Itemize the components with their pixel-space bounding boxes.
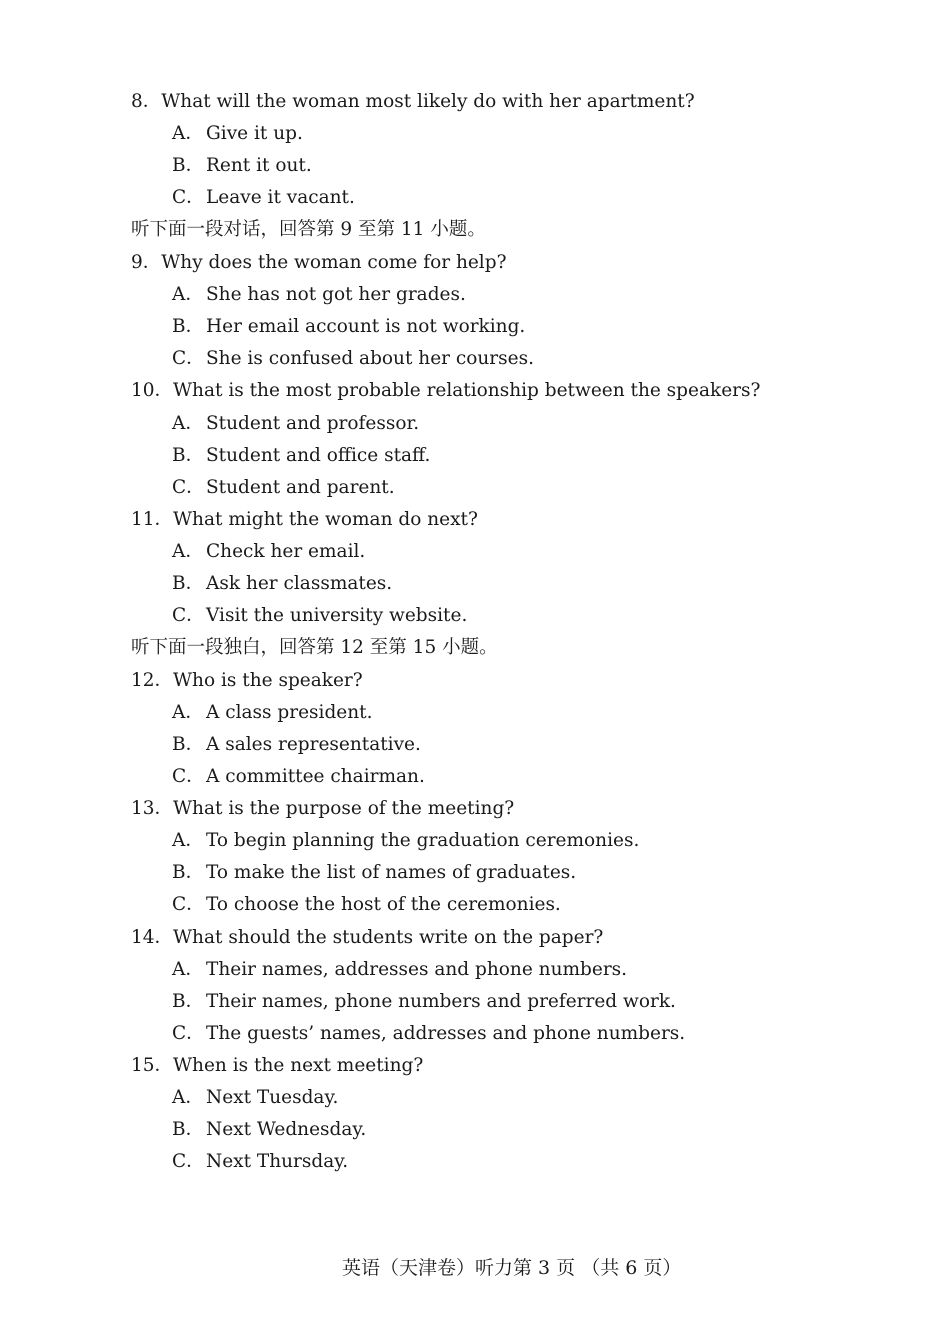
option-letter: C． <box>172 1023 205 1044</box>
option-text: A class president. <box>206 702 373 723</box>
option-10c <box>172 476 395 500</box>
question-number: 12． <box>131 670 174 691</box>
option-8c <box>172 186 355 210</box>
option-letter: B． <box>172 445 205 466</box>
option-letter: B． <box>172 734 205 755</box>
option-text: She is confused about her courses. <box>206 348 534 369</box>
question-number: 15． <box>131 1055 174 1076</box>
option-letter: B． <box>172 155 205 176</box>
question-text: What is the purpose of the meeting? <box>173 798 515 819</box>
question-8 <box>131 90 695 114</box>
option-letter: A． <box>172 284 204 305</box>
option-text: Rent it out. <box>206 155 312 176</box>
option-15c <box>172 1150 348 1174</box>
question-9 <box>131 251 507 275</box>
option-text: To begin planning the graduation ceremonies. <box>206 830 640 851</box>
option-text: Student and office staff. <box>206 445 431 466</box>
question-number: 13． <box>131 798 174 819</box>
option-11c <box>172 604 467 628</box>
option-text: To choose the host of the ceremonies. <box>206 894 561 915</box>
question-text: What should the students write on the paper? <box>173 927 604 948</box>
section-instruction-2: 听下面一段独白，回答第 12 至第 15 小题。 <box>131 637 498 658</box>
question-text: Why does the woman come for help? <box>161 252 507 273</box>
option-text: A committee chairman. <box>206 766 425 787</box>
page-footer: 英语（天津卷）听力第 3 页 （共 6 页） <box>342 1257 682 1279</box>
option-letter: A． <box>172 123 204 144</box>
option-text: Next Thursday. <box>206 1151 349 1172</box>
option-letter: B． <box>172 862 205 883</box>
option-8b <box>172 154 312 178</box>
option-letter: B． <box>172 316 205 337</box>
question-text: Who is the speaker? <box>173 670 363 691</box>
question-number: 11． <box>131 509 174 530</box>
option-14b <box>172 990 676 1014</box>
question-11 <box>131 508 478 532</box>
option-letter: C． <box>172 348 205 369</box>
option-text: She has not got her grades. <box>206 284 466 305</box>
question-text: What will the woman most likely do with her apartment? <box>161 91 695 112</box>
option-letter: A． <box>172 1087 204 1108</box>
option-letter: A． <box>172 830 204 851</box>
option-letter: B． <box>172 991 205 1012</box>
question-15 <box>131 1054 423 1078</box>
option-text: Give it up. <box>206 123 303 144</box>
option-text: Ask her classmates. <box>206 573 393 594</box>
question-number: 14． <box>131 927 174 948</box>
question-number: 9． <box>131 252 162 273</box>
option-11a <box>172 540 365 564</box>
option-text: Their names, phone numbers and preferred work. <box>206 991 676 1012</box>
option-12a <box>172 701 372 725</box>
option-13c <box>172 893 561 917</box>
section-instruction-1: 听下面一段对话，回答第 9 至第 11 小题。 <box>131 219 486 240</box>
option-13b <box>172 861 576 885</box>
option-14c <box>172 1022 685 1046</box>
option-letter: C． <box>172 766 205 787</box>
option-13a <box>172 829 639 853</box>
option-10a <box>172 412 419 436</box>
option-text: Next Tuesday. <box>206 1087 339 1108</box>
option-letter: A． <box>172 702 204 723</box>
option-9a <box>172 283 466 307</box>
option-letter: B． <box>172 1119 205 1140</box>
option-text: Student and professor. <box>206 413 420 434</box>
option-letter: C． <box>172 605 205 626</box>
option-text: Student and parent. <box>206 477 395 498</box>
option-text: To make the list of names of graduates. <box>206 862 577 883</box>
option-text: A sales representative. <box>206 734 421 755</box>
question-number: 8． <box>131 91 162 112</box>
option-letter: C． <box>172 1151 205 1172</box>
question-13 <box>131 797 514 821</box>
option-letter: A． <box>172 959 204 980</box>
question-10 <box>131 379 760 403</box>
option-text: Check her email. <box>206 541 366 562</box>
option-12b <box>172 733 421 757</box>
question-number: 10． <box>131 380 174 401</box>
option-15a <box>172 1086 338 1110</box>
option-letter: C． <box>172 477 205 498</box>
option-8a <box>172 122 303 146</box>
option-14a <box>172 958 627 982</box>
question-text: What is the most probable relationship between the speakers? <box>173 380 761 401</box>
option-letter: A． <box>172 413 204 434</box>
option-9c <box>172 347 534 371</box>
option-11b <box>172 572 392 596</box>
option-12c <box>172 765 425 789</box>
option-letter: B． <box>172 573 205 594</box>
option-9b <box>172 315 525 339</box>
option-text: The guests’ names, addresses and phone numbers. <box>206 1023 686 1044</box>
option-letter: C． <box>172 187 205 208</box>
option-10b <box>172 444 430 468</box>
option-letter: A． <box>172 541 204 562</box>
question-text: When is the next meeting? <box>173 1055 424 1076</box>
option-text: Visit the university website. <box>206 605 468 626</box>
option-text: Next Wednesday. <box>206 1119 367 1140</box>
option-text: Her email account is not working. <box>206 316 526 337</box>
option-letter: C． <box>172 894 205 915</box>
question-12 <box>131 669 363 693</box>
option-15b <box>172 1118 366 1142</box>
option-text: Their names, addresses and phone numbers. <box>206 959 628 980</box>
option-text: Leave it vacant. <box>206 187 355 208</box>
question-text: What might the woman do next? <box>173 509 478 530</box>
question-14 <box>131 926 603 950</box>
